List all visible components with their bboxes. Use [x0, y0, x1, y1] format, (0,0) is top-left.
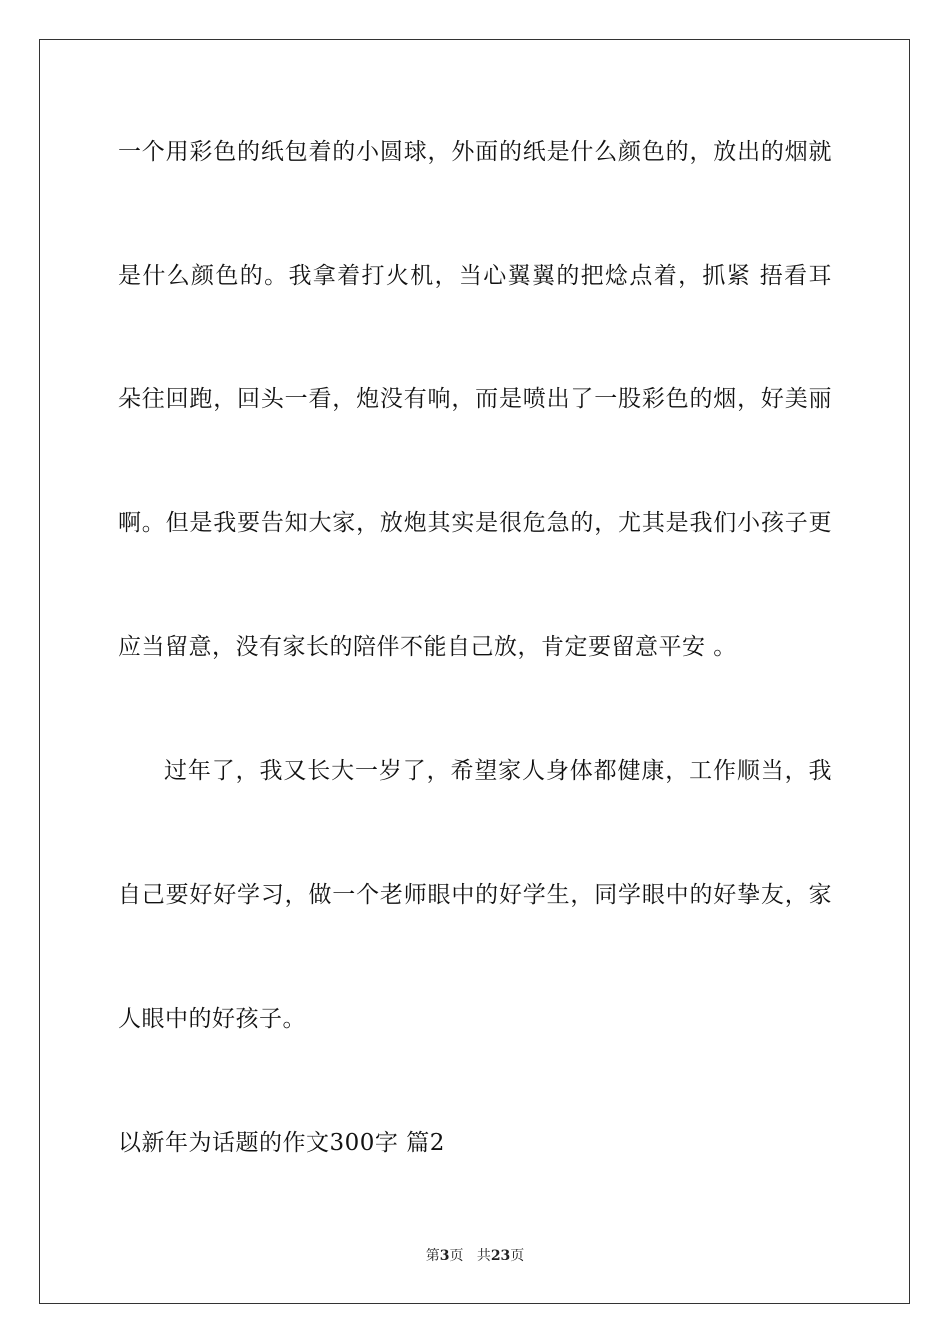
total-pages-number: 23 — [490, 1248, 511, 1264]
total-suffix: 页 — [510, 1248, 525, 1264]
paragraph-line-5: 应当留意，没有家长的陪伴不能自己放，肯定要留意平安 。 — [118, 634, 737, 660]
paragraph-line-6: 过年了，我又长大一岁了，希望家人身体都健康，工作顺当，我 — [164, 758, 832, 784]
paragraph-line-3: 朵往回跑，回头一看，炮没有响，而是喷出了一股彩色的烟，好美丽 — [118, 386, 832, 412]
page-prefix: 第 — [425, 1248, 440, 1264]
page-suffix: 页 — [449, 1248, 464, 1264]
paragraph-line-8: 人眼中的好孩子。 — [118, 1006, 306, 1032]
paragraph-line-2: 是什么颜色的。我拿着打火机，当心翼翼的把焾点着，抓紧 捂看耳 — [118, 263, 832, 289]
paragraph-line-4: 啊。但是我要告知大家，放炮其实是很危急的，尤其是我们小孩子更 — [118, 510, 832, 536]
paragraph-line-7: 自己要好好学习，做一个老师眼中的好学生，同学眼中的好挚友，家 — [118, 882, 832, 908]
page-footer — [0, 1247, 950, 1265]
total-prefix: 共 — [476, 1248, 491, 1264]
current-page-number: 3 — [439, 1248, 450, 1264]
page-border — [39, 39, 910, 1304]
paragraph-line-1: 一个用彩色的纸包着的小圆球，外面的纸是什么颜色的，放出的烟就 — [118, 139, 832, 165]
section-heading: 以新年为话题的作文300字 篇2 — [118, 1130, 445, 1156]
